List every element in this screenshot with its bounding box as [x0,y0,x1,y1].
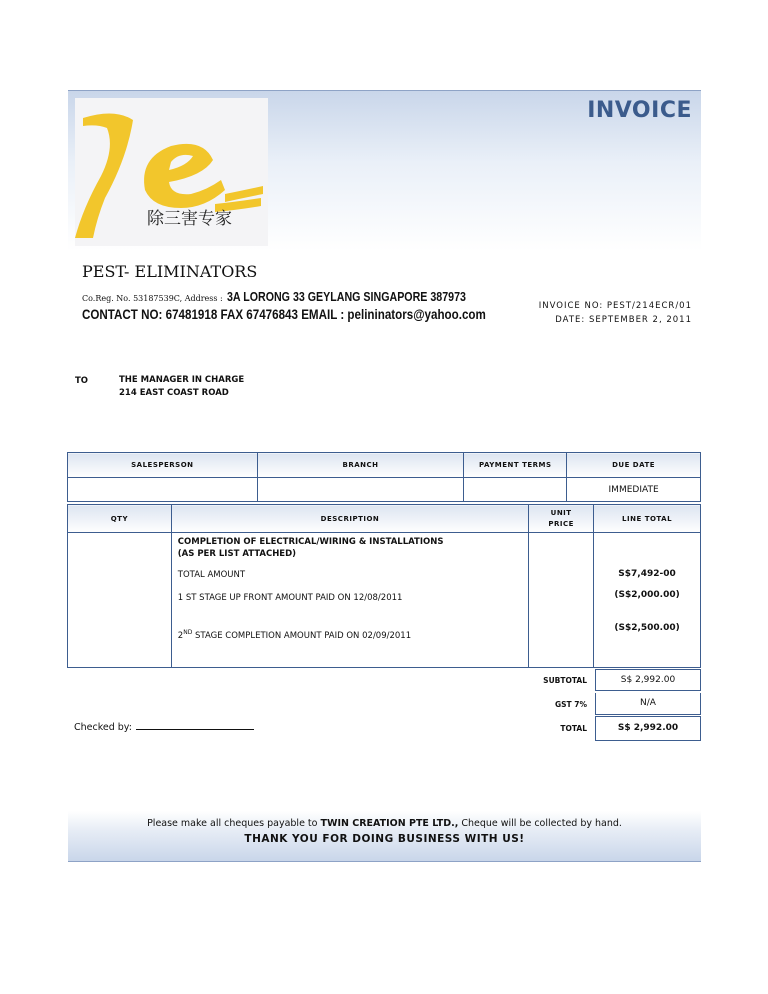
header-payment-terms: PAYMENT TERMS [464,453,567,478]
invoice-title: INVOICE [587,98,692,123]
due-date-value: IMMEDIATE [567,478,701,502]
description-title-2: (AS PER LIST ATTACHED) [177,549,297,559]
subtotal-label: SUBTOTAL [543,676,587,685]
cheque-instructions [68,818,701,829]
checked-by-label: Checked by: [74,722,132,733]
line-total-amount: S$7,492-00 [618,569,676,579]
recipient-line-2: 214 EAST COAST ROAD [119,388,229,398]
unit-price-cell [529,533,594,668]
thank-you-message: THANK YOU FOR DOING BUSINESS WITH US! [244,833,525,845]
company-registration-line [82,289,518,304]
subtotal-value: S$ 2,992.00 [595,669,701,691]
registration-number: Co.Reg. No. 53187539C, Address : [82,294,223,303]
total-label: TOTAL [560,724,587,733]
header-unit-price: UNIT PRICE [529,505,594,533]
gst-value: N/A [595,693,701,715]
line-total-amount: (S$2,500.00) [614,623,680,633]
header-line-total: LINE TOTAL [594,505,701,533]
recipient-label: TO [75,376,89,386]
header-salesperson: SALESPERSON [68,453,258,478]
gst-label: GST 7% [554,700,587,709]
signature-line [136,721,254,730]
line-item-text: 2ND STAGE COMPLETION AMOUNT PAID ON 02/09/2011 [177,629,412,641]
branch-value [257,478,464,502]
info-table [67,452,701,502]
header-due-date: DUE DATE [567,453,701,478]
invoice-date: DATE: SEPTEMBER 2, 2011 [555,315,692,325]
total-value: S$ 2,992.00 [595,716,701,741]
line-total-amount: (S$2,000.00) [614,590,680,600]
line-total-cell [594,533,701,668]
recipient-line-1: THE MANAGER IN CHARGE [119,375,245,385]
description-title-1: COMPLETION OF ELECTRICAL/WIRING & INSTALLATIONS [177,537,444,547]
checked-by [74,721,254,733]
cheque-text: Please make all cheques payable to [147,818,321,829]
line-item-text: 1 ST STAGE UP FRONT AMOUNT PAID ON 12/08/2011 [177,593,403,603]
qty-cell [68,533,172,668]
invoice-number: INVOICE NO: PEST/214ECR/01 [538,301,692,311]
logo-graphic [75,98,268,246]
cheque-text-end: Cheque will be collected by hand. [458,818,622,829]
company-contact: CONTACT NO: 67481918 FAX 67476843 EMAIL : pelininators@yahoo.com [82,307,486,322]
header-branch: BRANCH [257,453,464,478]
header-qty: QTY [68,505,172,533]
recipient-address [119,374,244,400]
description-cell [171,533,528,668]
cheque-payee: TWIN CREATION PTE LTD., [320,818,459,829]
header-description: DESCRIPTION [171,505,528,533]
invoice-meta [539,299,692,327]
company-logo [75,98,268,246]
company-name: PEST- ELIMINATORS [82,262,258,281]
logo-chinese-text: 除三害专家 [147,209,232,229]
line-item-text: TOTAL AMOUNT [177,570,246,580]
payment-terms-value [464,478,567,502]
company-address: 3A LORONG 33 GEYLANG SINGAPORE 387973 [226,289,466,304]
salesperson-value [68,478,258,502]
items-table [67,504,701,668]
